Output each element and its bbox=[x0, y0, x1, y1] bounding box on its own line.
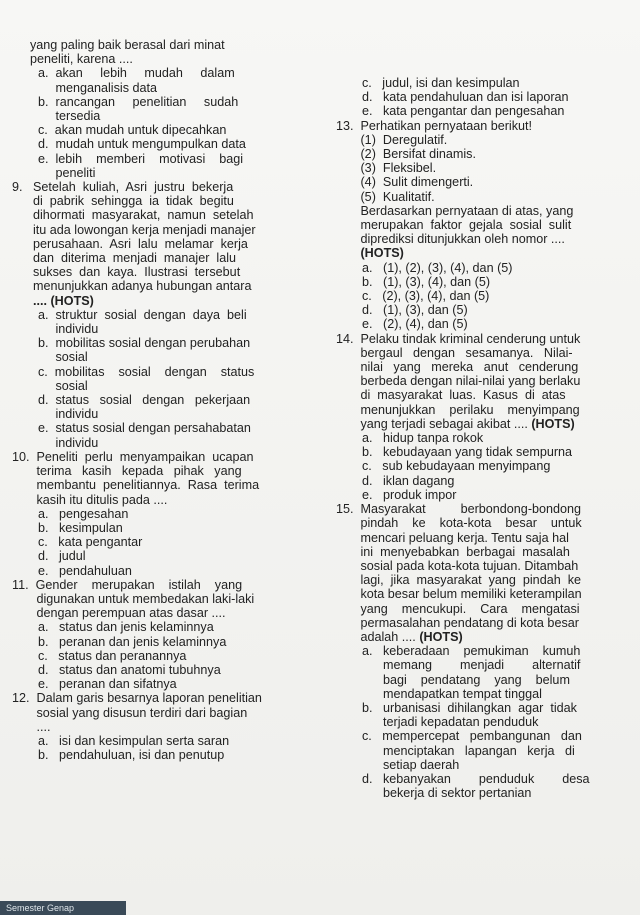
left-column-line: tersedia bbox=[38, 109, 101, 124]
left-column-line: b. rancangan penelitian sudah bbox=[38, 94, 239, 109]
left-column-line: b. kesimpulan bbox=[38, 520, 123, 535]
left-column-line: a. akan lebih mudah dalam bbox=[38, 66, 235, 81]
right-column-line: c. (2), (3), (4), dan (5) bbox=[362, 289, 490, 304]
right-column-line: pindah ke kota-kota besar untuk bbox=[336, 516, 582, 531]
right-column-line: adalah .... (HOTS) bbox=[336, 629, 463, 644]
right-column-line: setiap daerah bbox=[362, 757, 460, 772]
right-column-line: 14. Pelaku tindak kriminal cenderung untuk bbox=[336, 331, 581, 346]
right-column-line: c. sub kebudayaan menyimpang bbox=[362, 459, 551, 474]
left-column-line: c. kata pengantar bbox=[38, 535, 143, 550]
right-column-line: (2) Bersifat dinamis. bbox=[336, 147, 476, 162]
right-column-line: d. kata pendahuluan dan isi laporan bbox=[362, 90, 569, 105]
footer-label: Semester Genap bbox=[0, 901, 126, 915]
right-column-line: bekerja di sektor pertanian bbox=[362, 786, 532, 801]
left-column-line: e. peranan dan sifatnya bbox=[38, 677, 177, 692]
left-column-line: yang paling baik berasal dari minat bbox=[30, 38, 225, 52]
right-column-line: mendapatkan tempat tinggal bbox=[362, 686, 542, 701]
left-column-line: d. judul bbox=[38, 549, 86, 564]
right-column-line: diprediksi ditunjukkan oleh nomor .... bbox=[336, 232, 565, 247]
right-column-line: yang terjadi sebagai akibat .... (HOTS) bbox=[336, 416, 575, 431]
left-column-line: dan diterima menjadi manajer lalu bbox=[12, 251, 236, 266]
left-column-line: b. pendahuluan, isi dan penutup bbox=[38, 748, 225, 763]
left-column-line: b. mobilitas sosial dengan perubahan bbox=[38, 336, 251, 351]
right-column-line: e. (2), (4), dan (5) bbox=[362, 317, 468, 332]
left-column-line: c. mobilitas sosial dengan status bbox=[38, 364, 255, 379]
left-column-line: di pabrik sehingga ia tidak begitu bbox=[12, 194, 234, 209]
right-column-line: kota besar belum memiliki keterampilan bbox=[336, 587, 582, 602]
right-column-line: 15. Masyarakat berbondong-bondong bbox=[336, 502, 582, 517]
right-column-line: ini menyebabkan berbagai masalah bbox=[336, 544, 570, 559]
right-column-line: Berdasarkan pernyataan di atas, yang bbox=[336, 203, 574, 218]
left-column-line: terima kasih kepada pihak yang bbox=[12, 464, 242, 479]
right-column-line: permasalahan pendatang di kota besar bbox=[336, 615, 579, 630]
right-column-line: lagi, jika masyarakat yang pindah ke bbox=[336, 573, 582, 588]
left-column-line: b. peranan dan jenis kelaminnya bbox=[38, 634, 227, 649]
right-column-line: d. (1), (3), dan (5) bbox=[362, 303, 468, 318]
left-column-line: individu bbox=[38, 435, 99, 450]
right-column-line: a. (1), (2), (3), (4), dan (5) bbox=[362, 260, 513, 275]
right-column-line: yang mencukupi. Cara mengatasi bbox=[336, 601, 580, 616]
right-column-line: menunjukkan perilaku menyimpang bbox=[336, 402, 580, 417]
left-column-line: menunjukkan adanya hubungan antara bbox=[12, 279, 252, 294]
left-column-line: kasih itu ditulis pada .... bbox=[12, 492, 168, 507]
left-column-line: a. isi dan kesimpulan serta saran bbox=[38, 733, 230, 748]
right-column-line: c. judul, isi dan kesimpulan bbox=[362, 76, 520, 90]
right-column-line: b. urbanisasi dihilangkan agar tidak bbox=[362, 700, 577, 715]
right-column-line: (1) Deregulatif. bbox=[336, 132, 448, 147]
left-column-line: dihormati masyarakat, namun setelah bbox=[12, 208, 254, 223]
left-column-line: d. mudah untuk mengumpulkan data bbox=[38, 137, 246, 152]
left-column-line: 10. Peneliti perlu menyampaikan ucapan bbox=[12, 449, 254, 464]
left-column-line: e. lebih memberi motivasi bagi bbox=[38, 151, 244, 166]
left-column-line: .... (HOTS) bbox=[12, 293, 94, 308]
right-column-line: (4) Sulit dimengerti. bbox=[336, 175, 474, 190]
left-column-line: c. status dan peranannya bbox=[38, 648, 187, 663]
right-column-line: e. produk impor bbox=[362, 487, 457, 502]
left-column-line: d. status dan anatomi tubuhnya bbox=[38, 662, 221, 677]
right-column-line: memang menjadi alternatif bbox=[362, 658, 581, 673]
right-column-line: nilai yang mereka anut cenderung bbox=[336, 360, 579, 375]
right-column-line: a. hidup tanpa rokok bbox=[362, 431, 484, 446]
left-column-line: c. akan mudah untuk dipecahkan bbox=[38, 123, 227, 138]
left-column-line: a. pengesahan bbox=[38, 506, 129, 521]
left-column-line: e. pendahuluan bbox=[38, 563, 132, 578]
right-column-line: berbeda dengan nilai-nilai yang berlaku bbox=[336, 374, 581, 389]
left-column-line: a. struktur sosial dengan daya beli bbox=[38, 307, 247, 322]
left-column-line: sosial bbox=[38, 350, 88, 365]
left-column-line: sosial bbox=[38, 378, 88, 393]
right-column-line: bergaul dengan sesamanya. Nilai- bbox=[336, 345, 573, 360]
left-column-line: 11. Gender merupakan istilah yang bbox=[12, 577, 243, 592]
right-column-line: c. mempercepat pembangunan dan bbox=[362, 729, 582, 744]
left-column bbox=[12, 38, 330, 762]
left-column-line: dengan perempuan atas dasar .... bbox=[12, 606, 226, 621]
left-column-line: individu bbox=[38, 407, 99, 422]
left-column-line: d. status sosial dengan pekerjaan bbox=[38, 393, 251, 408]
right-column-line: mencari peluang kerja. Tentu saja hal bbox=[336, 530, 569, 545]
right-column-line: b. (1), (3), (4), dan (5) bbox=[362, 274, 491, 289]
left-column-line: peneliti bbox=[38, 165, 96, 180]
right-column-line: bagi pendatang yang belum bbox=[362, 672, 570, 687]
right-column-line: d. iklan dagang bbox=[362, 473, 455, 488]
left-column-line: 9. Setelah kuliah, Asri justru bekerja bbox=[12, 180, 234, 195]
right-column-line: di masyarakat luas. Kasus di atas bbox=[336, 388, 566, 403]
right-column-line: merupakan faktor gejala sosial sulit bbox=[336, 218, 572, 233]
right-column-line: menciptakan lapangan kerja di bbox=[362, 743, 575, 758]
left-column-line: a. status dan jenis kelaminnya bbox=[38, 620, 214, 635]
right-column bbox=[336, 76, 634, 800]
left-column-line: itu ada lowongan kerja menjadi manajer bbox=[12, 222, 256, 237]
left-column-line: perusahaan. Asri lalu melamar kerja bbox=[12, 236, 248, 251]
left-column-line: e. status sosial dengan persahabatan bbox=[38, 421, 251, 436]
left-column-line: membantu penelitiannya. Rasa terima bbox=[12, 478, 260, 493]
right-column-line: a. keberadaan pemukiman kumuh bbox=[362, 644, 581, 659]
left-column-line: 12. Dalam garis besarnya laporan penelitian bbox=[12, 691, 262, 706]
right-column-line: sosial pada kota-kota tujuan. Ditambah bbox=[336, 558, 579, 573]
left-column-line: sukses dan kaya. Ilustrasi tersebut bbox=[12, 265, 241, 280]
left-column-line: digunakan untuk membedakan laki-laki bbox=[12, 591, 255, 606]
right-column-line: (3) Fleksibel. bbox=[336, 161, 437, 176]
right-column-line: terjadi kepadatan penduduk bbox=[362, 715, 539, 730]
left-column-line: peneliti, karena .... bbox=[30, 52, 133, 67]
left-column-line: menganalisis data bbox=[38, 80, 158, 95]
left-column-line: individu bbox=[38, 322, 99, 337]
right-column-line: (5) Kualitatif. bbox=[336, 189, 435, 204]
right-column-line: (HOTS) bbox=[336, 246, 404, 261]
right-column-line: b. kebudayaan yang tidak sempurna bbox=[362, 445, 573, 460]
right-column-line: d. kebanyakan penduduk desa bbox=[362, 771, 590, 786]
left-column-line: .... bbox=[12, 719, 51, 734]
right-column-line: 13. Perhatikan pernyataan berikut! bbox=[336, 118, 533, 133]
right-column-line: e. kata pengantar dan pengesahan bbox=[362, 104, 565, 119]
left-column-line: sosial yang disusun terdiri dari bagian bbox=[12, 705, 248, 720]
